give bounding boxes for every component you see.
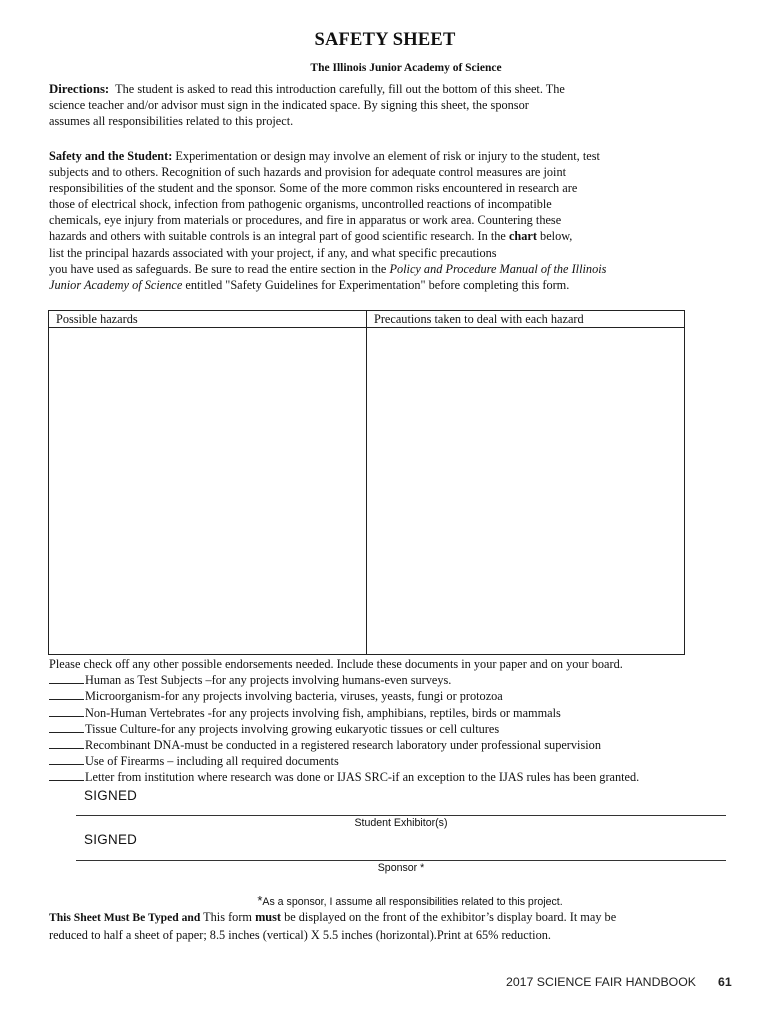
sponsor-footnote <box>0 893 770 908</box>
typed-must: must <box>255 910 282 924</box>
directions-paragraph <box>49 81 699 129</box>
list-item <box>49 737 729 753</box>
manual-title: Junior Academy of Science <box>49 277 183 292</box>
handbook-title: 2017 SCIENCE FAIR HANDBOOK <box>506 975 696 989</box>
list-item <box>49 769 729 785</box>
list-item <box>49 705 729 721</box>
page-number: 61 <box>717 975 732 989</box>
safety-line: those of electrical shock, infection from pathogenic organisms, uncontrolled reactions of incompatible <box>49 197 552 212</box>
footnote-text: As a sponsor, I assume all responsibilities related to this project. <box>262 896 563 908</box>
directions-line: science teacher and/or advisor must sign in the indicated space. By signing this sheet, the sponsor <box>49 98 529 113</box>
hazards-entry-cell[interactable] <box>49 328 365 654</box>
page-subtitle: The Illinois Junior Academy of Science <box>310 62 502 74</box>
list-item <box>49 753 729 769</box>
page-footer <box>506 975 732 989</box>
typed-text: reduced to half a sheet of paper; 8.5 inches (vertical) X 5.5 inches (horizontal). <box>49 927 437 942</box>
safety-line: hazards and others with suitable controls is an integral part of good scientific research. In the <box>49 229 509 244</box>
typed-lead: This Sheet Must Be Typed and <box>49 911 201 924</box>
list-item <box>49 721 729 737</box>
safety-paragraph <box>49 148 699 293</box>
directions-line: The student is asked to read this introduction carefully, fill out the bottom of this sheet. The <box>115 82 565 96</box>
typed-instructions <box>49 909 739 944</box>
footnote-star: * <box>257 893 263 908</box>
checkoff-blank[interactable] <box>49 738 84 749</box>
checkoff-blank[interactable] <box>49 770 84 781</box>
student-signed-label: SIGNED <box>84 788 138 803</box>
precautions-column-header: Precautions taken to deal with each hazard <box>374 312 584 326</box>
sponsor-signed-label: SIGNED <box>84 832 138 847</box>
checkoff-blank[interactable] <box>49 673 84 684</box>
endorsements-intro: Please check off any other possible endorsements needed. Include these documents in your paper and on your board. <box>49 657 623 671</box>
student-exhibitor-label: Student Exhibitor(s) <box>354 817 448 829</box>
typed-text: be displayed on the front of the exhibitor’s display board. It may be <box>281 910 617 924</box>
checkoff-blank[interactable] <box>49 722 84 733</box>
directions-lead: Directions: <box>49 82 110 96</box>
safety-line: below, <box>536 229 573 244</box>
endorsements-list <box>49 656 729 786</box>
safety-line: responsibilities of the student and the sponsor. Some of the more common risks encountered in research are <box>49 181 578 196</box>
sponsor-signature-line[interactable] <box>76 860 726 861</box>
list-item-label: Recombinant DNA-must be conducted in a registered research laboratory under professional supervision <box>85 738 601 753</box>
student-signature-line[interactable] <box>76 815 726 816</box>
manual-title: Policy and Procedure Manual of the Illinois <box>389 261 607 276</box>
checkoff-blank[interactable] <box>49 754 84 765</box>
list-item-label: Tissue Culture-for any projects involving growing eukaryotic tissues or cell cultures <box>85 721 500 736</box>
list-item <box>49 688 729 704</box>
safety-line: list the principal hazards associated with your project, if any, and what specific precautions <box>49 245 497 260</box>
safety-line: chemicals, eye injury from materials or procedures, and fire in apparatus or work area. Countering these <box>49 213 562 228</box>
checkoff-blank[interactable] <box>49 689 84 700</box>
typed-text: Print at 65% reduction. <box>436 927 551 942</box>
page-title: SAFETY SHEET <box>314 30 456 50</box>
precautions-entry-cell[interactable] <box>367 328 684 654</box>
list-item-label: Non-Human Vertebrates -for any projects involving fish, amphibians, reptiles, birds or mammals <box>85 705 561 720</box>
list-item <box>49 672 729 688</box>
typed-text: This form <box>200 910 256 924</box>
hazard-table <box>48 310 685 655</box>
safety-line: Experimentation or design may involve an element of risk or injury to the student, test <box>175 149 600 163</box>
safety-lead: Safety and the Student: <box>49 149 173 163</box>
list-item-label: Human as Test Subjects –for any projects involving humans-even surveys. <box>85 673 452 688</box>
safety-line: subjects and to others. Recognition of such hazards and provision for adequate control measures are joint <box>49 165 567 180</box>
checkoff-blank[interactable] <box>49 706 84 717</box>
safety-line: entitled "Safety Guidelines for Experimentation" before completing this form. <box>182 277 570 292</box>
directions-line: assumes all responsibilities related to this project. <box>49 114 294 129</box>
list-item-label: Microorganism-for any projects involving bacteria, viruses, yeasts, fungi or protozoa <box>85 689 503 704</box>
hazards-column-header: Possible hazards <box>56 312 138 326</box>
chart-word: chart <box>508 229 537 244</box>
safety-line: you have used as safeguards. Be sure to read the entire section in the <box>49 261 390 276</box>
list-item-label: Use of Firearms – including all required documents <box>85 754 339 769</box>
sponsor-label: Sponsor * <box>377 862 425 874</box>
list-item-label: Letter from institution where research was done or IJAS SRC-if an exception to the IJAS rules has been granted. <box>85 770 640 785</box>
